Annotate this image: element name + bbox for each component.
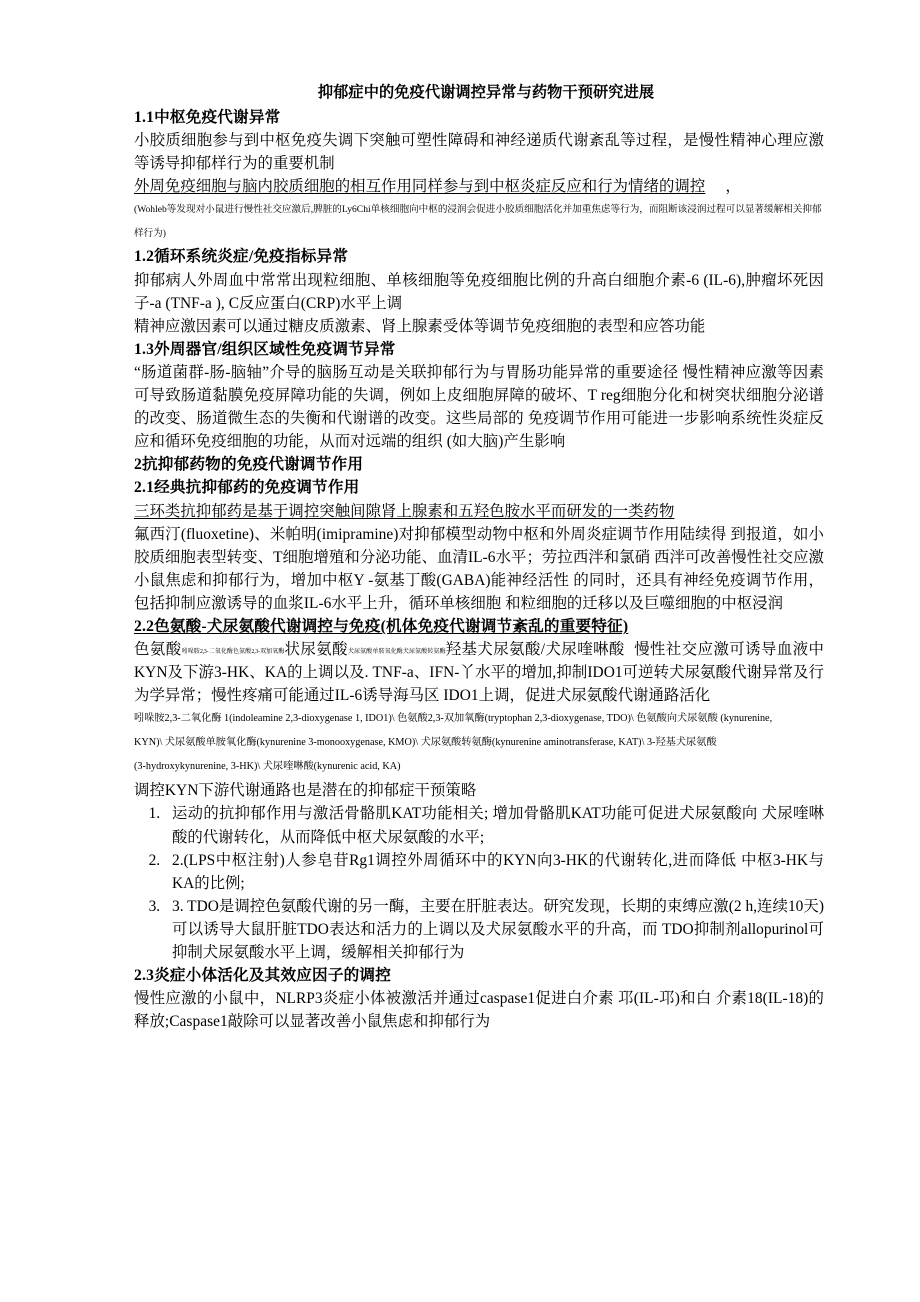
list-item: 2. 2.(LPS中枢注射)人参皂苷Rg1调控外周循环中的KYN向3-HK的代谢转化,进而降低 中枢3-HK与KA的比例; [164, 849, 824, 895]
kyn-intro-paragraph: 调控KYN下游代谢通路也是潜在的抑郁症干预策略 [134, 782, 477, 800]
pathway-start: 色氨酸 [134, 641, 182, 659]
intervention-list [134, 802, 824, 964]
heading-2-1: 2.1经典抗抑郁药的免疫调节作用 [134, 479, 360, 497]
pathway-end: 羟基犬尿氨酸/犬尿喹啉酸 [445, 641, 625, 659]
paragraph-1-3-a: “肠道菌群-肠-脑轴”介导的脑肠互动是关联抑郁行为与胃肠功能异常的重要途径 慢性精神应激等因素可导致肠道黏膜免疫屏障功能的失调，例如上皮细胞屏障的破坏、T reg细胞分化和树突状细胞分泌谱的改变、肠道微生态的失衡和代谢谱的改变。这些局部的 免疫调节作用可能进一步影响系统性炎症反应和循环免疫细胞的功能，从而对远端的组织 (如大脑)产生影响 [134, 363, 824, 451]
footnote-line-2: KYN)\ 犬尿氨酸单胺氧化酶(kynurenine 3-monooxygenase, KMO)\ 犬尿氨酸转氨酶(kynurenine aminotransferase, KAT)\ 3-羟基犬尿氨酸 [134, 737, 717, 749]
pathway-paragraph [134, 638, 824, 707]
footnote-line-3: (3-hydroxykynurenine, 3-HK)\ 犬尿喹啉酸(kynurenic acid, KA) [134, 761, 401, 773]
heading-2-3: 2.3炎症小体活化及其效应因子的调控 [134, 967, 391, 985]
pathway-enzyme-2: 犬尿氨酸单胺氧化酶犬尿氨酸转氨酶 [347, 649, 446, 656]
pathway-enzyme-1: 吲哚胺2,3-二氧化酶色氨酸2,3-双加氧酶 [181, 649, 285, 656]
footnote-line-1: 吲哚胺2,3-二氧化酶 1(indoleamine 2,3-dioxygenase 1, IDO1)\ 色氨酸2,3-双加氧酶(tryptophan 2,3-dioxygenase, TDO)\ 色氨酸向犬尿氨酸 (kynurenine, [134, 713, 773, 725]
paragraph-1-2-a: 抑郁病人外周血中常常出现粒细胞、单核细胞等免疫细胞比例的升高白细胞介素-6 (IL-6),肿瘤坏死因子-a (TNF-a ), C反应蛋白(CRP)水平上调 [134, 271, 824, 312]
paragraph-2-3-a: 慢性应激的小鼠中，NLRP3炎症小体被激活并通过caspase1促进白介素 邛(IL-邛)和白 介素18(IL-18)的释放;Caspase1敲除可以显著改善小鼠焦虑和抑郁行为 [134, 990, 824, 1031]
page-title: 抑郁症中的免疫代谢调控异常与药物干预研究进展 [317, 84, 655, 101]
list-item: 1. 运动的抗抑郁作用与激活骨骼肌KAT功能相关; 增加骨骼肌KAT功能可促进犬尿氨酸向 犬尿喹啉酸的代谢转化，从而降低中枢犬尿氨酸的水平; [164, 802, 824, 848]
pathway-tail: 慢性社交应激可诱导血液中KYN及下游3-HK、KA的上调以及. TNF-a、IFN-丫水平的增加,抑制IDO1可逆转犬尿氨酸代谢异常及行为学异常；慢性疼痛可能通过IL-6诱导海马区 IDO1上调，促进犬尿氨酸代谢通路活化 [134, 641, 824, 705]
underlined-text: 三环类抗抑郁药是基于调控突触间隙肾上腺素和五羟色胺水平而研发的一类药物 [134, 502, 675, 520]
heading-1-3: 1.3外周器官/组织区域性免疫调节异常 [134, 340, 396, 358]
document-body [134, 82, 824, 1034]
paragraph-1-1-a: 小胶质细胞参与到中枢免疫失调下突触可塑性障碍和神经递质代谢紊乱等过程，是慢性精神心理应激等诱导抑郁样行为的重要机制 [134, 132, 824, 173]
heading-1-1: 1.1中枢免疫代谢异常 [134, 109, 281, 127]
list-item: 3. 3. TDO是调控色氨酸代谢的另一酶，主要在肝脏表达。研究发现，长期的束缚应激(2 h,连续10天)可以诱导大鼠肝脏TDO表达和活力的上调以及犬尿氨酸水平的升高，而 TDO抑制剂allopurinol可抑制犬尿氨酸水平上调，缓解相关抑郁行为 [164, 895, 824, 964]
heading-1-2: 1.2循环系统炎症/免疫指标异常 [134, 248, 349, 266]
paragraph-2-1-a [134, 500, 824, 523]
paragraph-2-1-b: 氟西汀(fluoxetine)、米帕明(imipramine)对抑郁模型动物中枢和外周炎症调节作用陆续得 到报道，如小胶质细胞表型转变、T细胞增殖和分泌功能、血清IL-6水平；劳拉西泮和氯硝 西泮可改善慢性社交应激小鼠焦虑和抑郁行为，增加中枢Y -氨基丁酸(GABA)能神经活性 的同时，还具有神经免疫调节作用，包括抑制应激诱导的血浆IL-6水平上升，循环单核细胞 和粒细胞的迁移以及巨噬细胞的中枢浸润 [134, 525, 824, 612]
paragraph-1-2-b: 精神应激因素可以通过糖皮质激素、肾上腺素受体等调节免疫细胞的表型和应答功能 [134, 317, 706, 335]
paragraph-1-1-note: (Wohleb等发现对小鼠进行慢性社交应激后,脾脏的Ly6Chi单核细胞向中枢的浸润会促进小胶质细胞活化并加重焦虑等行为，而阻断该浸润过程可以显著缓解相关抑郁样行为) [134, 204, 822, 239]
heading-2-2: 2.2色氨酸-犬尿氨酸代谢调控与免疫(机体免疫代谢调节紊乱的重要特征) [134, 618, 629, 636]
heading-2: 2抗抑郁药物的免疫代谢调节作用 [134, 456, 364, 474]
underlined-text: 外周免疫细胞与脑内胶质细胞的相互作用同样参与到中枢炎症反应和行为情绪的调控 [134, 178, 706, 196]
paragraph-1-1-b: 外周免疫细胞与脑内胶质细胞的相互作用同样参与到中枢炎症反应和行为情绪的调控 ， [134, 178, 741, 196]
pathway-middle: 状尿氨酸 [284, 641, 348, 659]
